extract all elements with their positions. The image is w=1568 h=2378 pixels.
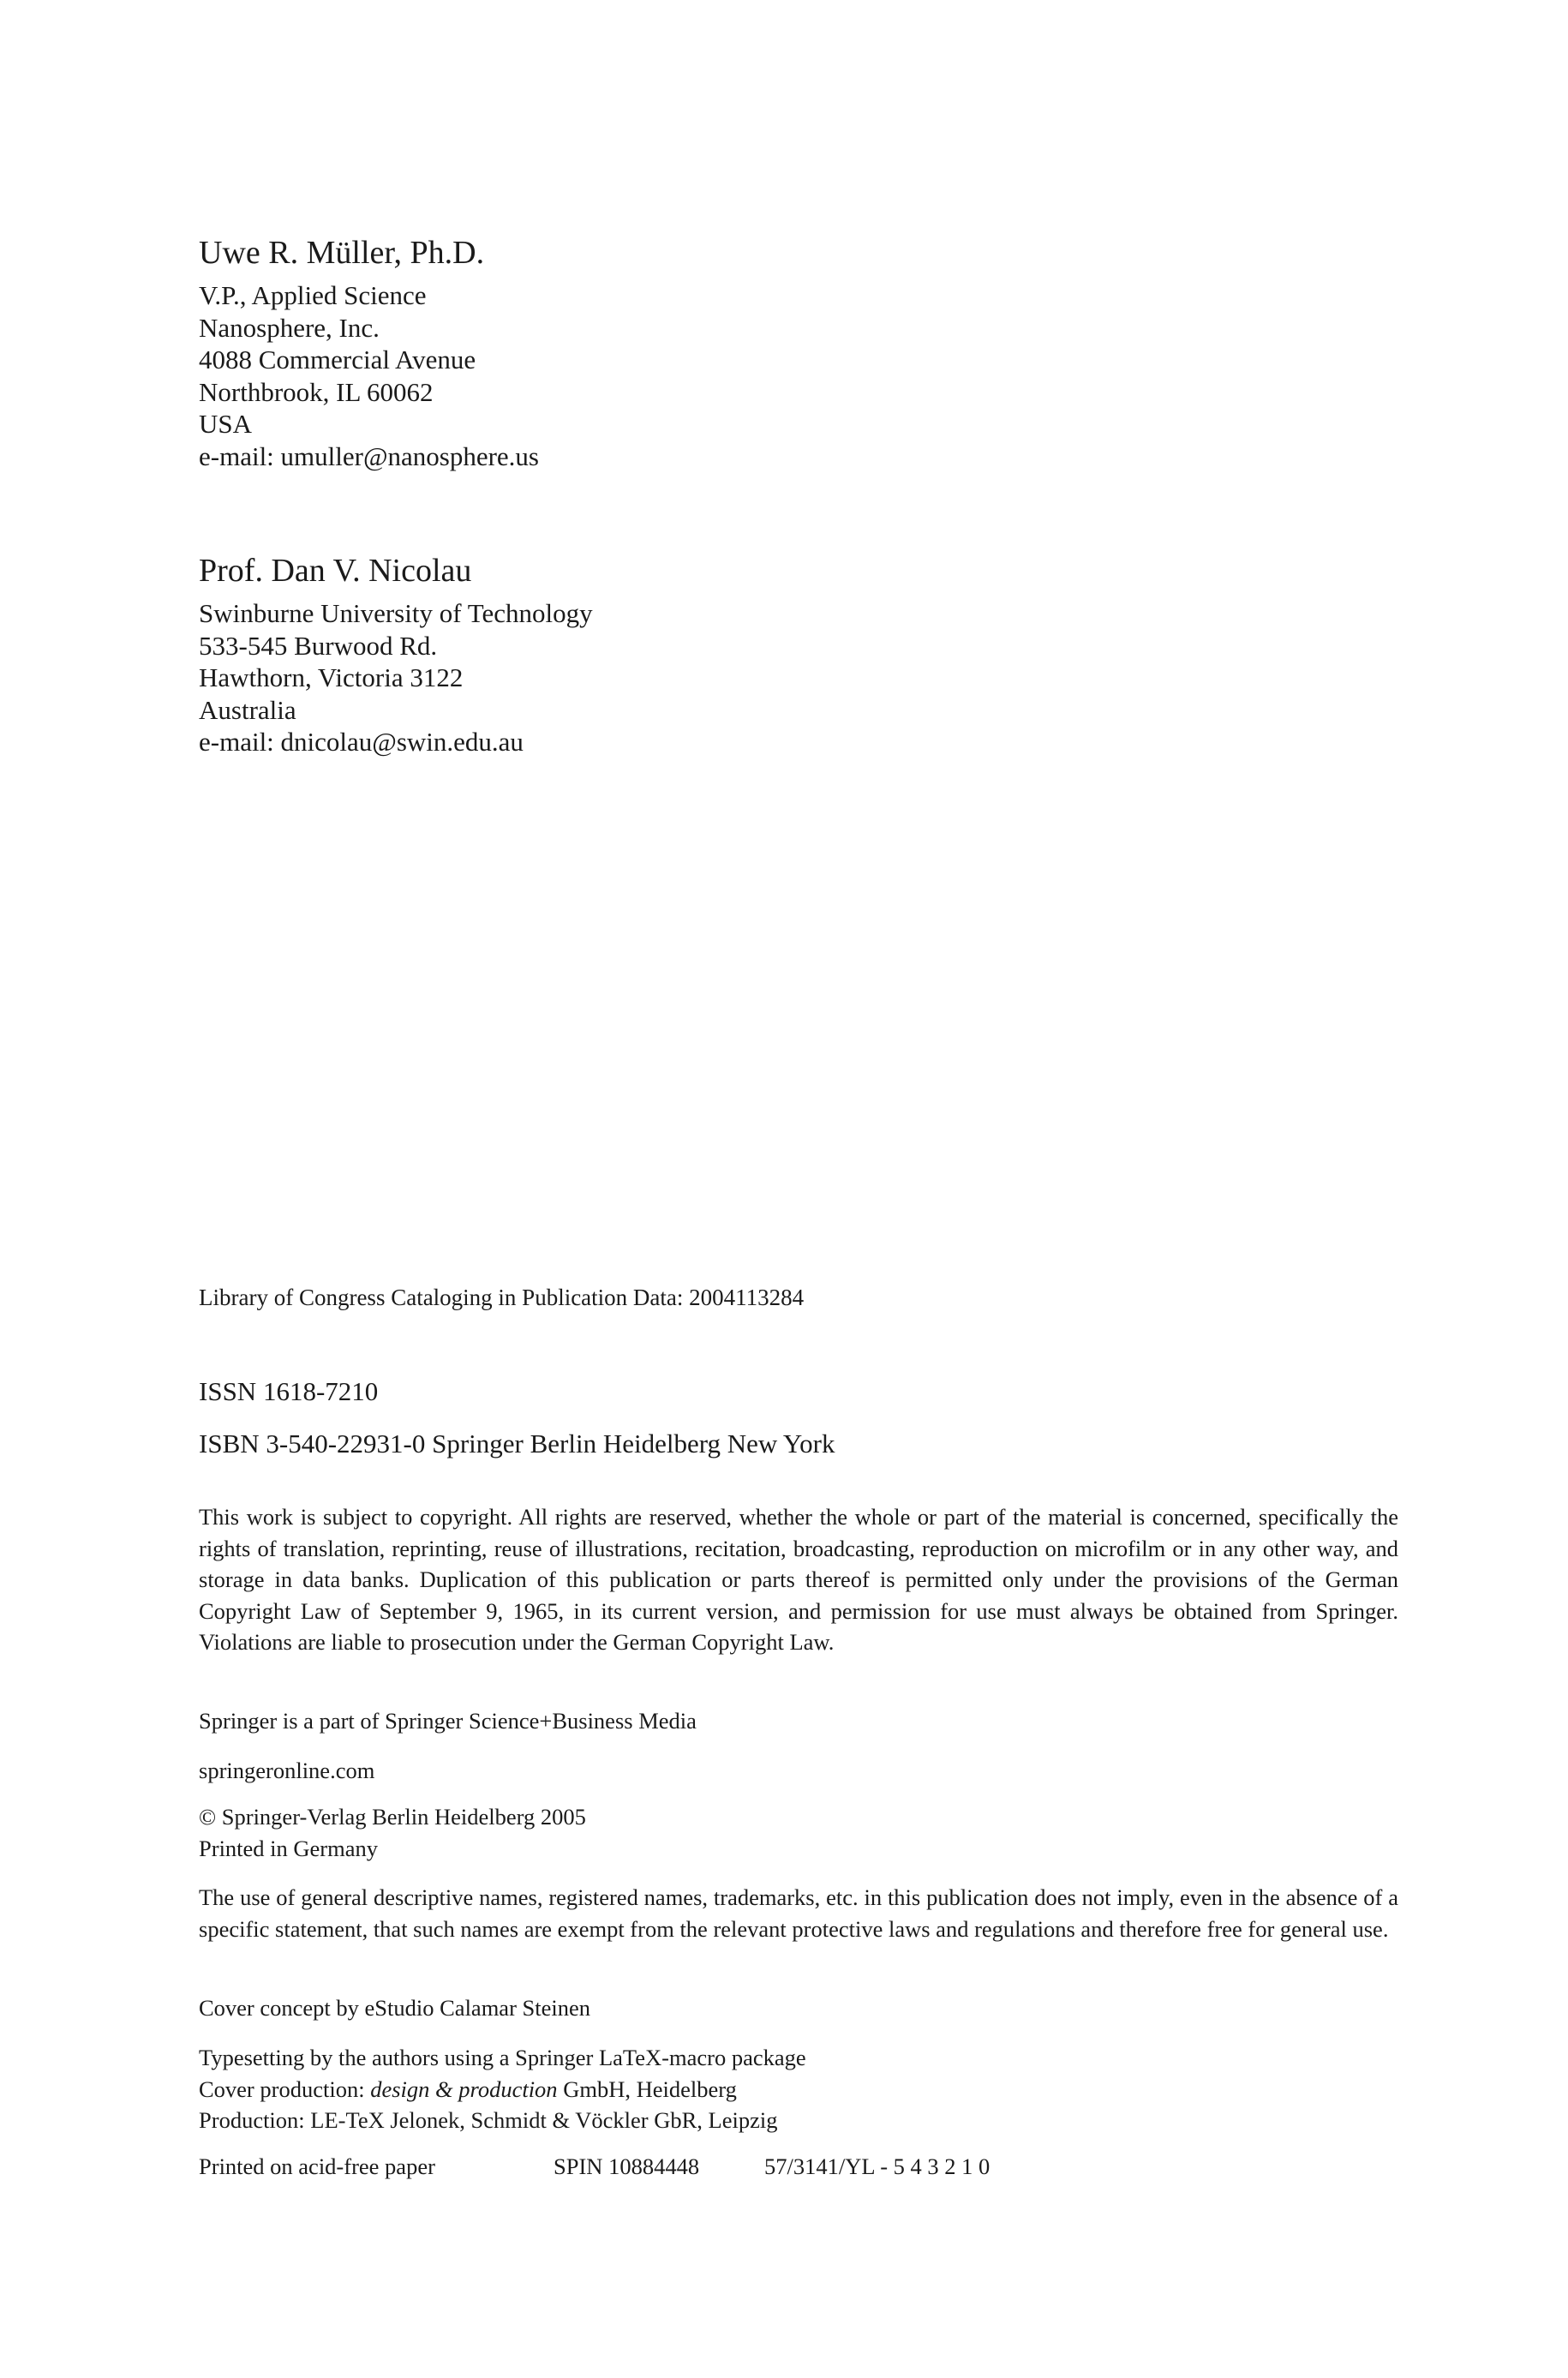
spin-number: SPIN 10884448 — [554, 2153, 700, 2179]
cover-production-suffix: GmbH, Heidelberg — [557, 2076, 737, 2102]
author-country: Australia — [199, 694, 296, 725]
author-block-nicolau — [199, 551, 1227, 758]
cover-production-line — [199, 2074, 1398, 2105]
paper-note: Printed on acid-free paper — [199, 2153, 435, 2179]
cover-concept-line: Cover concept by eStudio Calamar Steinen — [199, 1995, 591, 2021]
copyright-paragraph — [199, 1501, 1398, 1658]
printed-in-line: Printed in Germany — [199, 1835, 379, 1861]
author-name: Uwe R. Müller, Ph.D. — [199, 235, 485, 271]
production-line: Production: LE-TeX Jelonek, Schmidt & Vöckler GbR, Leipzig — [199, 2107, 778, 2133]
author-street: 4088 Commercial Avenue — [199, 344, 476, 374]
author-street: 533-545 Burwood Rd. — [199, 630, 438, 661]
trademark-text: The use of general descriptive names, registered names, trademarks, etc. in this publication does not imply, even in the absence of a specific statement, that such names are exempt from the relevant protective laws and regulations and therefore free for general use. — [199, 1884, 1398, 1942]
issn-line: ISSN 1618-7210 — [199, 1376, 379, 1406]
author-email: e-mail: umuller@nanosphere.us — [199, 440, 539, 471]
copyright-text: This work is subject to copyright. All rights are reserved, whether the whole or part of the material is concerned, specifically the rights of translation, reprinting, reuse of illustrations, recitation, broadcasting, reproduction on microfilm or in any other way, and storage in data banks. Duplication of this publication or parts thereof is permitted only under the provisions of the German Copyright Law of September 9, 1965, in its current version, and permission for use must always be obtained from Springer. Violations are liable to prosecution under the German Copyright Law. — [199, 1504, 1398, 1655]
library-of-congress-line: Library of Congress Cataloging in Publication Data: 2004113284 — [199, 1285, 805, 1310]
author-title: V.P., Applied Science — [199, 280, 427, 310]
isbn-line: ISBN 3-540-22931-0 Springer Berlin Heidelberg New York — [199, 1429, 835, 1459]
cover-production-italic: design & production — [370, 2076, 558, 2102]
cover-production-prefix: Cover production: — [199, 2076, 371, 2102]
author-name: Prof. Dan V. Nicolau — [199, 553, 472, 589]
author-organization: Swinburne University of Technology — [199, 598, 593, 628]
author-block-muller — [199, 233, 1227, 472]
springer-url-line: springeronline.com — [199, 1758, 375, 1783]
printing-info-line — [199, 2151, 990, 2182]
author-country: USA — [199, 409, 253, 439]
springer-part-line: Springer is a part of Springer Science+Business Media — [199, 1708, 697, 1734]
author-email: e-mail: dnicolau@swin.edu.au — [199, 727, 524, 757]
typesetting-line: Typesetting by the authors using a Springer LaTeX-macro package — [199, 2045, 806, 2070]
print-code: 57/3141/YL - 5 4 3 2 1 0 — [764, 2153, 990, 2179]
author-city: Northbrook, IL 60062 — [199, 376, 434, 407]
copyright-block — [199, 1801, 1398, 1864]
trademark-paragraph — [199, 1882, 1398, 1944]
copyright-page — [199, 0, 1398, 2378]
author-organization: Nanosphere, Inc. — [199, 312, 380, 343]
author-city: Hawthorn, Victoria 3122 — [199, 662, 464, 692]
production-credits — [199, 2042, 1398, 2136]
copyright-line: © Springer-Verlag Berlin Heidelberg 2005 — [199, 1804, 586, 1830]
